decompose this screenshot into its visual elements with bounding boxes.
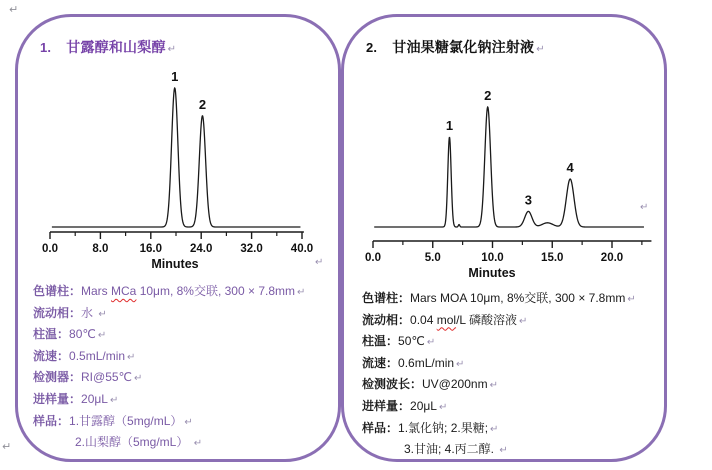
spec-value: 1.甘露醇（5mg/mL） (69, 413, 183, 428)
return-mark-icon: ↵ (184, 416, 193, 428)
return-mark-icon: ↵ (127, 351, 136, 363)
spec-value: Mars MOA 10μm, 8%交联, 300 × 7.8mm (410, 291, 626, 305)
panel-number: 2. (366, 40, 378, 55)
return-mark-icon: ↵ (426, 337, 436, 349)
spec-line (362, 331, 636, 353)
spec-value: Mars MCa 10μm, 8%交联, 300 × 7.8mm (81, 284, 296, 298)
spec-line (362, 310, 636, 332)
return-mark-icon: ↵ (536, 44, 545, 55)
spec-label: 流动相： (33, 305, 82, 320)
return-mark-icon: ↵ (489, 380, 498, 392)
chromatogram-svg (18, 60, 332, 272)
trace-line (52, 88, 301, 227)
return-mark-icon: ↵ (438, 401, 448, 413)
spec-value: 50℃ (398, 334, 425, 349)
paragraph-return-mark: ↵ (9, 4, 19, 16)
x-axis-tick-label: 24.0 (190, 243, 213, 255)
return-mark-icon: ↵ (518, 315, 528, 327)
spec-line (33, 324, 305, 346)
panel-mannitol-sorbitol (15, 14, 341, 462)
chromatogram-chart-2 (344, 80, 666, 285)
spec-value: RI@55℃ (81, 370, 133, 385)
paragraph-return-mark: ↵ (2, 441, 12, 453)
x-axis-tick-label: 10.0 (481, 252, 504, 264)
panel-title (40, 37, 176, 57)
x-axis-tick-label: 16.0 (139, 243, 162, 255)
spec-line (33, 432, 305, 454)
spec-label: 柱温： (362, 334, 399, 349)
spec-label: 色谱柱： (362, 291, 411, 305)
spec-line (33, 411, 305, 433)
return-mark-icon: ↵ (167, 44, 177, 55)
panel-glycerol-fructose-injection (341, 14, 667, 462)
x-axis-tick-label: 8.0 (92, 243, 109, 255)
panel-title-text: 甘油果糖氯化钠注射液 (392, 39, 535, 55)
peak-label: 2 (198, 96, 207, 112)
return-mark-icon: ↵ (490, 423, 499, 435)
spec-line (33, 303, 305, 325)
spec-value: 水 (81, 305, 97, 320)
spec-line (33, 367, 305, 389)
return-mark-icon: ↵ (627, 294, 636, 305)
spec-line (33, 389, 305, 411)
spec-line (362, 418, 636, 440)
spec-label: 进样量： (33, 391, 82, 406)
spellcheck-flagged-text: mol (436, 312, 457, 327)
spec-label: 样品： (362, 420, 399, 435)
spec-label: 柱温： (33, 327, 70, 342)
spec-label: 检测器： (33, 370, 82, 385)
spec-value: 0.5mL/min (69, 348, 126, 363)
peak-label: 3 (524, 192, 532, 208)
spec-value: 3.甘油; 4.丙二醇. (404, 442, 498, 457)
spec-value: UV@200nm (422, 377, 488, 392)
return-mark-icon: ↵ (297, 287, 306, 298)
peak-label: 2 (484, 88, 492, 103)
spec-label: 色谱柱： (33, 284, 82, 298)
x-axis-tick-label: 40.0 (290, 243, 314, 255)
peak-label: 1 (171, 69, 179, 84)
return-mark-icon: ↵ (315, 257, 324, 268)
panel-number: 1. (40, 40, 52, 55)
spec-line (362, 396, 636, 418)
spec-label: 流速： (33, 348, 70, 363)
spec-label: 样品： (33, 413, 70, 428)
return-mark-icon: ↵ (109, 394, 119, 406)
x-axis-tick-label: 20.0 (600, 252, 624, 264)
x-axis-title: Minutes (151, 257, 199, 271)
spec-label: 流动相： (362, 312, 411, 327)
return-mark-icon: ↵ (456, 358, 465, 370)
method-conditions-list (33, 281, 305, 454)
return-mark-icon: ↵ (97, 330, 107, 342)
x-axis-tick-label: 32.0 (240, 243, 263, 255)
spec-value: 20μL (81, 391, 108, 406)
return-mark-icon: ↵ (193, 438, 203, 450)
spec-line (362, 439, 636, 461)
method-conditions-list (362, 288, 636, 461)
spec-value: 0.04 mol/L 磷酸溶液 (410, 312, 517, 327)
return-mark-icon: ↵ (98, 308, 107, 320)
chromatogram-svg (344, 80, 666, 280)
spec-label: 流速： (362, 355, 399, 370)
peak-label: 4 (566, 160, 574, 175)
spec-value: 80℃ (69, 327, 96, 342)
trace-line (374, 107, 644, 227)
return-mark-icon: ↵ (640, 202, 649, 213)
spec-line (362, 353, 636, 375)
x-axis-title: Minutes (468, 266, 516, 280)
spec-label: 检测波长： (362, 377, 423, 392)
chromatogram-chart-1 (18, 60, 332, 277)
spec-value: 0.6mL/min (398, 355, 455, 370)
spec-value: 20μL (410, 398, 437, 413)
spellcheck-flagged-text: MCa (111, 284, 137, 298)
panel-title-text: 甘露醇和山梨醇 (66, 39, 166, 55)
spec-line (362, 374, 636, 396)
return-mark-icon: ↵ (499, 445, 508, 457)
spec-label: 进样量： (362, 398, 411, 413)
peak-label: 1 (445, 118, 454, 133)
x-axis-tick-label: 15.0 (541, 252, 564, 264)
x-axis-tick-label: 0.0 (365, 252, 381, 264)
spec-line (362, 288, 636, 310)
spec-line (33, 346, 305, 368)
x-axis-tick-label: 0.0 (42, 243, 58, 255)
spec-line (33, 281, 305, 303)
return-mark-icon: ↵ (134, 373, 143, 385)
panel-title (366, 37, 545, 57)
x-axis-tick-label: 5.0 (424, 252, 441, 264)
spec-value: 2.山梨醇（5mg/mL） (75, 435, 192, 450)
spec-value: 1.氯化钠; 2.果糖; (398, 420, 489, 435)
